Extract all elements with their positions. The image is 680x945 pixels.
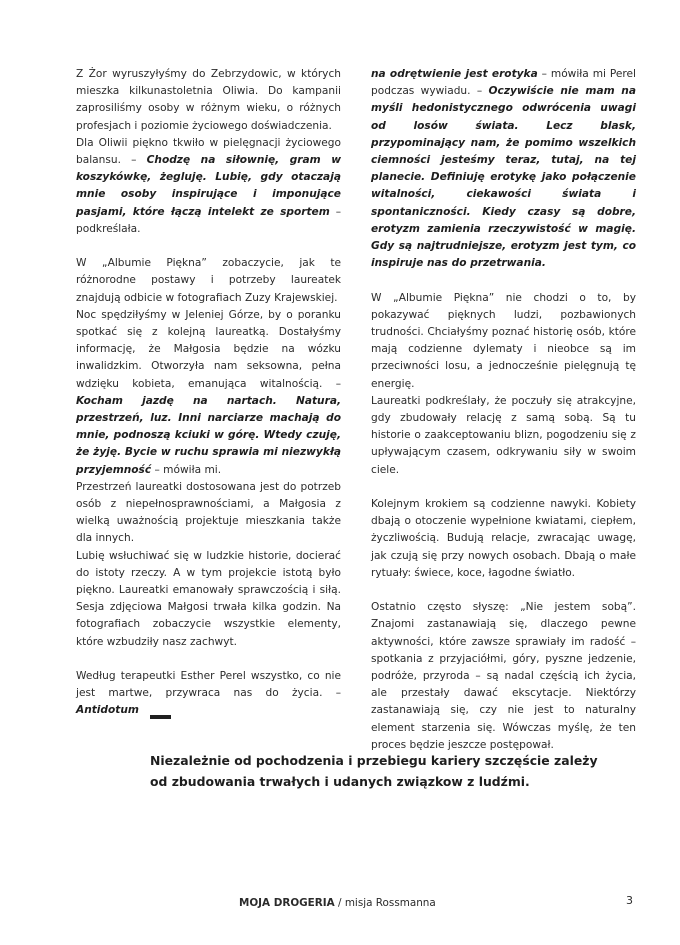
text-column-right <box>371 66 636 771</box>
text-run: Laureatki podkreślały, że poczuły się atrakcyjne, gdy zbudowały relację z samą sobą. Są tu historie o zaakceptowaniu blizn, pogodzeniu się z upływającym czasem, odkrywaniu siły w swoim ciele. <box>371 394 636 476</box>
emphasized-quote: Antidotum <box>76 704 139 717</box>
paragraph <box>371 496 636 582</box>
emphasized-quote: Oczywiście nie mam na myśli hedonistycznego odwrócenia uwagi od losów świata. Lecz blask, przypominający nam, że pomimo wszelkich ciemności jesteśmy teraz, tutaj, na tej planecie. Definiuję erotykę jako połączenie witalności, ciekawości świata i spontaniczności. Kiedy czasy są dobre, erotyzm zamienia rzeczywistość w magię. Gdy są najtrudniejsze, erotyzm jest tym, co inspiruje nas do przetrwania. <box>371 85 636 270</box>
footer-brand: MOJA DROGERIA <box>239 897 335 909</box>
text-run: – mówiła mi Perel podczas wywiadu. – <box>371 68 636 98</box>
paragraph <box>76 66 341 238</box>
text-run: – podkreślała. <box>76 205 341 235</box>
paragraph <box>371 290 636 479</box>
text-run: Kolejnym krokiem są codzienne nawyki. Kobiety dbają o otoczenie wypełnione kwiatami, ciepłem, życzliwością. Budują relacje, zwracając uwagę, jak czują się przy nowych osobach. Dbają o małe rytuały: świece, koce, łagodne światło. <box>371 498 636 579</box>
page-footer <box>239 897 436 909</box>
emphasized-quote: Kocham jazdę na nartach. Natura, przestrzeń, luz. Inni narciarze machają do mnie, podnoszą kciuki w górę. Wtedy czuję, że żyję. Bycie w ruchu sprawia mi niezwykłą przyjemność <box>76 394 341 476</box>
emphasized-quote: Chodzę na siłownię, gram w koszykówkę, żegluję. Lubię, gdy otaczają mnie osoby inspirujące i imponujące pasjami, które łączą intelekt ze sportem <box>76 154 341 218</box>
text-run: Lubię wsłuchiwać się w ludzkie historie, docierać do istoty rzeczy. A w tym projekcie istotą było piękno. Laureatki emanowały sprawczością i siłą. Sesja zdjęciowa Małgosi trwała kilka godzin. Na fotografiach zobaczycie wszystkie elementy, które wzbudziły nasz zachwyt. <box>76 549 341 648</box>
footer-section: misja Rossmanna <box>344 897 436 909</box>
footer-separator: / <box>334 897 345 909</box>
emphasized-quote: na odrętwienie jest erotyka <box>371 68 538 80</box>
text-run: W „Albumie Piękna” zobaczycie, jak te różnorodne postawy i potrzeby laureatek znajdują odbicie w fotografiach Zuzy Krajewskiej. <box>76 257 341 304</box>
paragraph <box>371 66 636 272</box>
pull-quote: Niezależnie od pochodzenia i przebiegu kariery szczęście zależy od zbudowania trwałych i udanych związkow z ludźmi. <box>150 753 598 789</box>
text-run: Przestrzeń laureatki dostosowana jest do potrzeb osób z niepełnosprawnościami, a Małgosia z wielką uważnością projektuje mieszkania także dla innych. <box>76 480 341 545</box>
quote-accent-bar <box>150 715 171 719</box>
paragraph <box>76 668 341 720</box>
text-run: Z Żor wyruszyłyśmy do Zebrzydowic, w których mieszka kilkunastoletnia Oliwia. Do kampanii zaprosiliśmy osoby w różnym wieku, o różnych profesjach i poziomie życiowego doświadczenia. <box>76 68 341 132</box>
paragraph <box>371 599 636 754</box>
text-run: – mówiła mi. <box>151 463 222 476</box>
text-run: Noc spędziłyśmy w Jeleniej Górze, by o poranku spotkać się z kolejną laureatką. Dostałyśmy informację, że Małgosia będzie na wózku inwalidzkim. Otworzyła nam seksowna, pełna wdzięku kobieta, emanująca witalnością. – <box>76 308 341 390</box>
text-run: W „Albumie Piękna” nie chodzi o to, by pokazywać pięknych ludzi, pozbawionych trudności. Chciałyśmy poznać historię osób, które mają codzienne dylematy i nieobce są im przeciwności losu, a jednocześnie pielęgnują tę energię. <box>371 291 636 390</box>
text-run: Według terapeutki Esther Perel wszystko, co nie jest martwe, przywraca nas do życia. – <box>76 670 341 700</box>
text-run: Dla Oliwii piękno tkwiło w pielęgnacji życiowego balansu. – <box>76 136 341 167</box>
paragraph <box>76 255 341 651</box>
text-column-left <box>76 66 341 737</box>
text-run: Ostatnio często słyszę: „Nie jestem sobą”. Znajomi zastanawiają się, dlaczego pewne aktywności, które zawsze sprawiały im radość – spotkania z przyjaciółmi, góry, pyszne jedzenie, podróże, przyroda – są nadal częścią ich życia, ale przestały dawać ekscytacje. Niektórzy zastanawiają się, czy nie jest to naturalny element starzenia się. Wówczas myślę, że ten proces będzie jeszcze postępował. <box>371 601 636 751</box>
page-number: 3 <box>626 894 633 907</box>
